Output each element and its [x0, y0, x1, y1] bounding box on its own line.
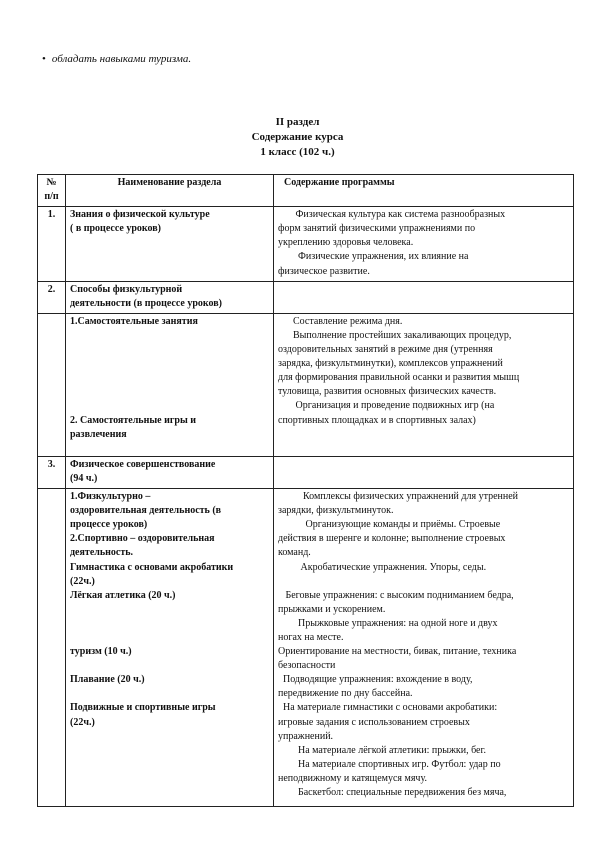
program-content-line: Организация и проведение подвижных игр (на	[278, 400, 495, 412]
section-name-line: (22ч.)	[70, 716, 95, 728]
program-content-line: туловища, развития основных физических качеств.	[278, 386, 497, 398]
section-name-line	[70, 659, 269, 673]
section-name-line: Подвижные и спортивные игры	[70, 702, 216, 714]
row-number	[38, 313, 66, 456]
section-name-line	[70, 399, 269, 413]
program-content-line: Физические упражнения, их влияние на	[278, 251, 469, 263]
program-content-line: Комплексы физических упражнений для утренней	[278, 491, 518, 503]
table-row	[38, 207, 574, 281]
section-name-line: 1.Физкультурно –	[70, 491, 151, 503]
section-name-line	[70, 631, 269, 645]
program-content-line: Баскетбол: специальные передвижения без мяча,	[278, 787, 507, 798]
section-name-line: (94 ч.)	[70, 472, 98, 484]
program-content	[274, 207, 574, 281]
section-name-line	[70, 385, 269, 399]
section-name-line: 2. Самостоятельные игры и	[70, 414, 197, 426]
bullet-dot: •	[42, 53, 46, 65]
section-name-line: деятельность.	[70, 547, 134, 559]
section-name	[66, 456, 274, 488]
section-name-line: ( в процессе уроков)	[70, 223, 161, 235]
program-content-line: укреплению здоровья человека.	[278, 237, 414, 249]
section-name-line: (22ч.)	[70, 575, 95, 587]
program-content-line: Беговые упражнения: с высоким подниманием бедра,	[278, 589, 514, 601]
program-content-line: Акробатические упражнения. Упоры, седы.	[278, 561, 487, 573]
section-title: II раздел	[275, 116, 320, 128]
program-content-line: Выполнение простейших закаливающих процедур,	[278, 329, 512, 341]
section-name-line: Способы физкультурной	[70, 283, 183, 295]
table-row	[38, 456, 574, 488]
program-content-line: На материале лёгкой атлетики: прыжки, бег.	[278, 744, 486, 756]
section-name-line	[70, 329, 269, 343]
program-content-line: ногах на месте.	[278, 631, 344, 643]
section-name-line: оздоровительная деятельность (в	[70, 505, 222, 517]
program-content-line: действия в шеренге и колонне; выполнение строевых	[278, 533, 506, 545]
section-name-line	[70, 357, 269, 371]
table-row	[38, 281, 574, 313]
section-name-line: 1.Самостоятельные занятия	[70, 315, 198, 327]
program-content-line: Организующие команды и приёмы. Строевые	[278, 519, 501, 531]
program-content-line: На материале гимнастики с основами акробатики:	[278, 702, 498, 714]
section-name-line: Знания о физической культуре	[70, 209, 210, 221]
section-name-line	[70, 371, 269, 385]
section-name-line	[70, 343, 269, 357]
table-row	[38, 489, 574, 807]
program-content-line: Составление режима дня.	[278, 315, 403, 327]
header-name: Наименование раздела	[66, 175, 274, 207]
section-name-line	[70, 617, 269, 631]
program-content	[274, 489, 574, 807]
header-num-line: №	[46, 177, 57, 188]
table-row	[38, 313, 574, 456]
section-name	[66, 313, 274, 456]
program-content-line: оздоровительных занятий в режиме дня (утренняя	[278, 344, 493, 356]
program-content-line: форм занятий физическими упражнениями по	[278, 223, 476, 235]
program-content-line: передвижение по дну бассейна.	[278, 688, 413, 700]
section-name-line: Плавание (20 ч.)	[70, 674, 145, 686]
section-name-line	[70, 603, 269, 617]
program-content-line: спортивных площадках и в спортивных залах)	[278, 414, 476, 426]
section-name-line	[70, 687, 269, 701]
course-content-table	[37, 174, 574, 807]
section-name-line: туризм (10 ч.)	[70, 646, 132, 658]
program-content-line: Прыжковые упражнения: на одной ноге и двух	[278, 617, 498, 629]
header-content: Содержание программы	[274, 175, 574, 207]
program-content-line: упражнений.	[278, 730, 334, 742]
header-num-line: п/п	[44, 191, 59, 203]
section-grade: 1 класс (102 ч.)	[260, 146, 335, 158]
bullet-text: обладать навыками туризма.	[51, 53, 192, 65]
program-content-line: команд.	[278, 547, 311, 559]
table-header-row	[38, 175, 574, 207]
program-content	[274, 313, 574, 456]
section-name	[66, 489, 274, 807]
section-name-line: 2.Спортивно – оздоровительная	[70, 533, 215, 545]
program-content-line: для формирования правильной осанки и развития мышц	[278, 372, 520, 384]
row-number: 1.	[38, 207, 66, 281]
program-content-line: Ориентирование на местности, бивак, питание, техника	[278, 646, 517, 658]
row-number: 2.	[38, 281, 66, 313]
program-content-line: безопасности	[278, 660, 336, 672]
section-name-line: Лёгкая атлетика (20 ч.)	[70, 589, 176, 601]
section-name-line: деятельности (в процессе уроков)	[70, 297, 223, 309]
header-num	[38, 175, 66, 207]
section-name-line: Физическое совершенствование	[70, 458, 216, 470]
section-name	[66, 281, 274, 313]
program-content	[274, 456, 574, 488]
program-content	[274, 281, 574, 313]
program-content-line: зарядки, физкультминуток.	[278, 505, 394, 517]
program-content-line: Подводящие упражнения: вхождение в воду,	[278, 674, 473, 686]
section-name	[66, 207, 274, 281]
program-content-line	[278, 575, 569, 589]
program-content-line: зарядка, физкультминутки), комплексов упражнений	[278, 358, 503, 370]
row-number: 3.	[38, 456, 66, 488]
program-content-line: прыжками и ускорением.	[278, 603, 386, 615]
program-content-line: физическое развитие.	[278, 265, 370, 277]
program-content-line: На материале спортивных игр. Футбол: удар по	[278, 758, 501, 770]
section-name-line: Гимнастика с основами акробатики	[70, 561, 234, 573]
section-name-line: процессе уроков)	[70, 519, 148, 531]
program-content-line: игровые задания с использованием строевых	[278, 716, 470, 728]
program-content-line: неподвижному и катящемуся мячу.	[278, 772, 427, 784]
bullet-item	[42, 53, 191, 65]
section-subtitle: Содержание курса	[251, 131, 344, 143]
row-number	[38, 489, 66, 807]
section-name-line: развлечения	[70, 428, 127, 440]
program-content-line: Физическая культура как система разнообразных	[278, 209, 506, 221]
